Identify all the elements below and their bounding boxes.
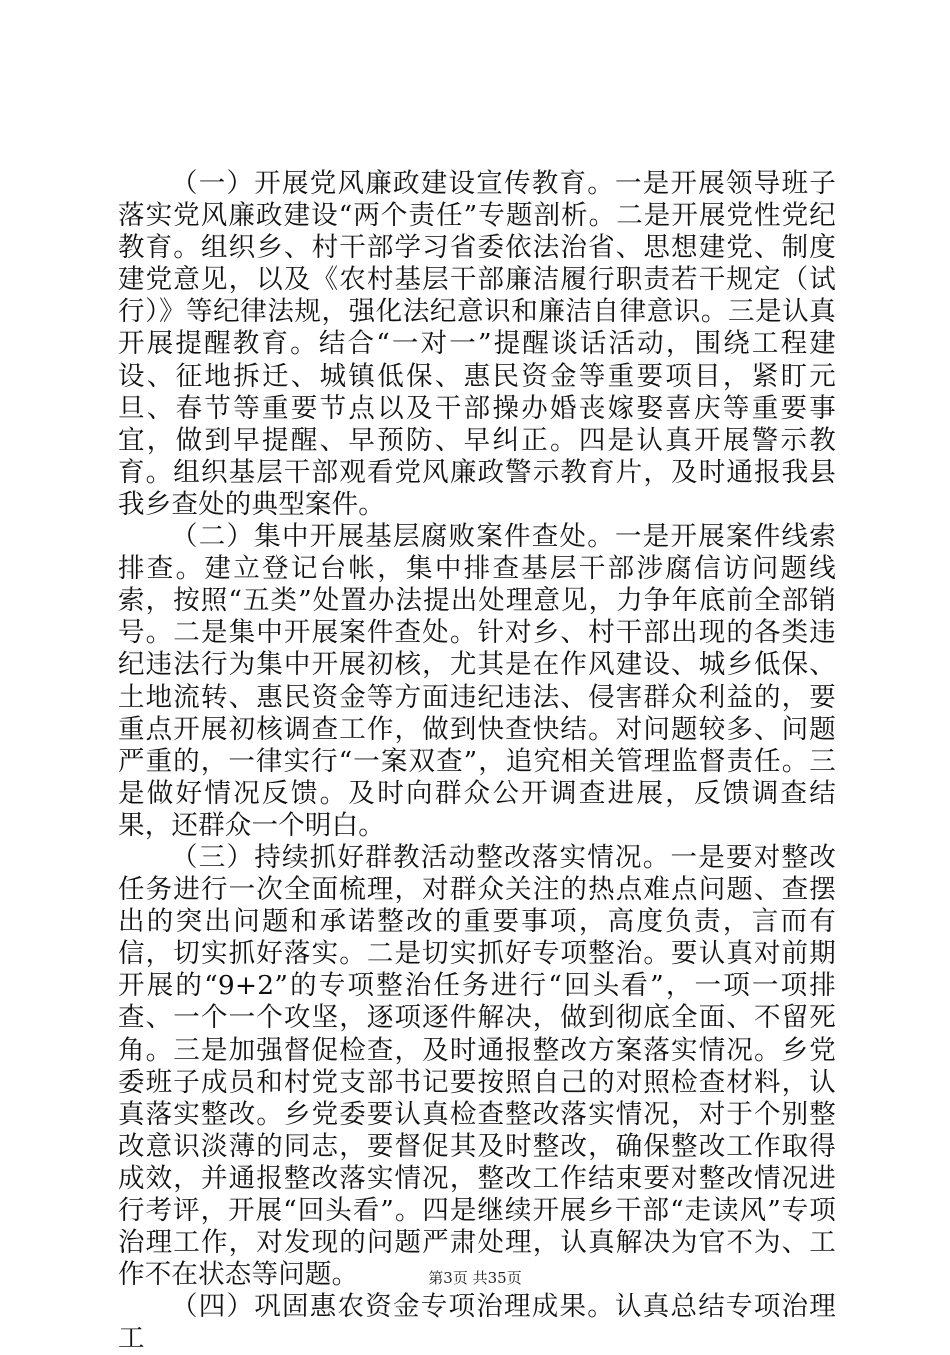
paragraph-3: （三）持续抓好群教活动整改落实情况。一是要对整改任务进行一次全面梳理，对群众关注的热点难点问题、查摆出的突出问题和承诺整改的重要事项，高度负责，言而有信，切实抓好落实。二是切实抓好专项整治。要认真对前期开展的“9+2”的专项整治任务进行“回头看”，一项一项排查、一个一个攻坚，逐项逐件解决，做到彻底全面、不留死角。三是加强督促检查，及时通报整改方案落实情况。乡党委班子成员和村党支部书记要按照自己的对照检查材料，认真落实整改。乡党委要认真检查整改落实情况，对于个别整改意识淡薄的同志，要督促其及时整改，确保整改工作取得成效，并通报整改落实情况，整改工作结束要对整改情况进行考评，开展“回头看”。四是继续开展乡干部“走读风”专项治理工作，对发现的问题严肃处理，认真解决为官不为、工作不在状态等问题。 — [118, 841, 836, 1291]
paragraph-4: （四）巩固惠农资金专项治理成果。认真总结专项治理工 — [118, 1291, 836, 1355]
paragraph-2: （二）集中开展基层腐败案件查处。一是开展案件线索排查。建立登记台帐，集中排查基层干部涉腐信访问题线索，按照“五类”处置办法提出处理意见，力争年底前全部销号。二是集中开展案件查处。针对乡、村干部出现的各类违纪违法行为集中开展初核，尤其是在作风建设、城乡低保、土地流转、惠民资金等方面违纪违法、侵害群众利益的，要重点开展初核调查工作，做到快查快结。对问题较多、问题严重的，一律实行“一案双查”，追究相关管理监督责任。三是做好情况反馈。及时向群众公开调查进展，反馈调查结果，还群众一个明白。 — [118, 521, 836, 841]
paragraph-1: （一）开展党风廉政建设宣传教育。一是开展领导班子落实党风廉政建设“两个责任”专题剖析。二是开展党性党纪教育。组织乡、村干部学习省委依法治省、思想建党、制度建党意见，以及《农村基层干部廉洁履行职责若干规定（试行）》等纪律法规，强化法纪意识和廉洁自律意识。三是认真开展提醒教育。结合“一对一”提醒谈话活动，围绕工程建设、征地拆迁、城镇低保、惠民资金等重要项目，紧盯元旦、春节等重要节点以及干部操办婚丧嫁娶喜庆等重要事宜，做到早提醒、早预防、早纠正。四是认真开展警示教育。组织基层干部观看党风廉政警示教育片，及时通报我县我乡查处的典型案件。 — [118, 168, 836, 520]
page-footer: 第3页 共35页 — [428, 1269, 522, 1287]
document-body — [118, 168, 836, 1355]
